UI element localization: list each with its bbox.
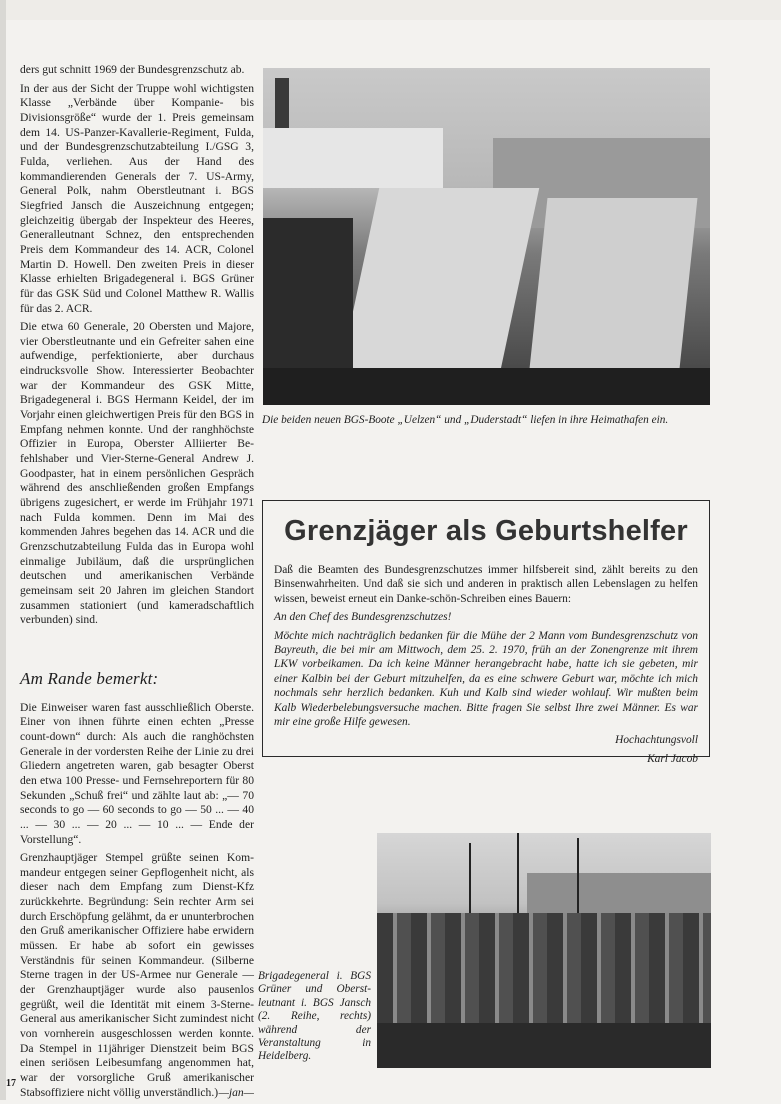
article-title: Grenzjäger als Geburtshelfer [284,515,688,547]
left-article-column [20,63,254,1104]
page-margin-top [0,0,781,20]
paragraph: In der aus der Sicht der Truppe wohl wichtigsten Klasse „Verbände über Kompanie- bis Divisionsgröße“ wurde der 1. Preis gemeinsam dem 14. US-Panzer-Kavallerie-Regiment, Fulda, und der Bundesgrenzschutzabteilung I./GSG 3, Fulda, verliehen. Aus der Hand des kommandierenden Generals der 7. US-Army, General Polk, nahm Oberstleutnant i. BGS Siegfried Jansch die Auszeichnung entgegen; gleichzeitig übergab der Inspekteur des Heeres, Generalleutnant Schnez, den entsprechenden Preis dem Kommandeur des 14. ACR, Colonel Martin D. Howell. Den zweiten Preis in dieser Klasse erhielten Brigadegeneral i. BGS Grüner für das GSK Süd und Colonel Matthew R. Wallis für das 2. ACR. [20,81,254,315]
boat-uelzen [337,188,540,388]
paragraph: Die etwa 60 Generale, 20 Obersten und Majore, vier Oberstleutnante und ein Gefreiter sahen eine aufwendige, perfektionierte, aber durchaus eindrucksvolle Show. Interessierter Beobachter war der Kommandeur des GSK Mitte, Brigadegeneral i. BGS Hermann Keidel, der im Vorjahr einen gleichwertigen Preis für den BGS in Empfang nehmen konnte. Und der ranghhöchste Offizier in Europa, Oberster Alliierter Befehlshaber und Vier-Sterne-General Andrew J. Goodpaster, hat in einem persönlichen Gespräch während des anschließenden großen Empfangs übrigens zugesichert, er werde im Frühjahr 1971 nach Fulda kommen. Denn im Mai des kommenden Jahres begehen das 14. ACR und die Grenzschutzabteilung Fulda das in Europa wohl einmalige Jubiläum, daß die ursprünglichen deutschen und amerikanischen Verbände gemeinsam seit 20 Jahren im gleichen Standort zusammen stationiert (und kameradschaftlich verbunden) sind. [20,320,254,627]
pier-foreground [263,368,710,405]
ground [377,1023,711,1068]
paragraph: Die Einweiser waren fast ausschließlich Oberste. Einer von ihnen führte einen echten „Presse count-down“ durch: Als auch die ranghöchsten Generale in der vordersten Reihe der Linie zu drei Gliedern angetreten waren, gab besagter Oberst den etwa 100 Presse- und Fernsehreportern für 80 Sekunden „Schuß frei“ und zählte laut ab: „— 70 seconds to go — 60 seconds to go — 50 ... — 40 ... — 30 ... — 20 ... — 10 ... — Ende der Vorstellung“. [20,700,254,846]
page-margin-left [0,0,6,1100]
flagpole [577,838,579,923]
flagpole [469,843,471,923]
paragraph: ders gut schnitt 1969 der Bundesgrenzschutz ab. [20,63,245,76]
photo-caption: Brigadegeneral i. BGS Grüner und Oberstleutnant i. BGS Jansch (2. Reihe, rechts) während der Veranstaltung in Heidelberg. [258,970,371,1063]
boxed-article [262,500,710,765]
flagpole [517,833,519,923]
letter-salutation: An den Chef des Bundesgrenzschutzes! [274,611,452,624]
intro-paragraph: Daß die Beamten des Bundesgrenzschutzes immer hilfsbereit sind, zählt bereits zu den Binsenwahrheiten. Und daß sie sich und anderen in praktisch allen Lebenslagen zu helfen wissen, beweist erneut ein Danke-schön-Schreiben eines Bauern: [274,564,698,605]
letter-closing: Hochachtungsvoll [615,734,698,747]
paragraph-text: Grenzhauptjäger Stempel grüßte seinen Kommandeur entgegen seiner Gepflogenheit nicht, als dieser nach dem Empfang zum Dienst-Kfz zurückkehrte. Begründung: Sein rechter Arm sei durch Erschöpfung gelähmt, da er ununterbrochen den Gruß amerikanischer Offiziere habe erwidern müssen. Er habe ab sofort ein gewisses Verständnis für seinen Kommandeur. (Silberne Sterne tragen in der US-Armee nur Generale — der Grenzhauptjäger wurde also pausenlos gegrüßt, weil die Identität mit einem 3-Sterne-General aus amerikanischer Sicht zumindest nicht von vornherein ausgeschlossen werden konnte. Da Stempel in 11jähriger Dienstzeit beim BGS einen seriösen Leibesumfang angenommen hat, war der vorsorgliche Gruß amerikanischer Stabsoffiziere nicht völlig unverständlich.) [20,851,254,1099]
building [263,128,443,188]
paragraph [20,851,254,1100]
boat-duderstadt [529,198,698,378]
letter-author: Karl Jacob [647,752,698,765]
photo-caption: Die beiden neuen BGS-Boote „Uelzen“ und „Duderstadt“ liefen in ihre Heimathafen ein. [262,414,669,426]
letter-body: Möchte mich nachträglich bedanken für die Mühe der 2 Mann vom Bundesgrenzschutz von Bayreuth, die bei mir am Mittwoch, dem 25. 2. 1970, früh an der Zonengrenze mit ihrem LKW vorbeikamen. Da ich keine Männer herangebracht habe, hatte ich sie gebeten, mir einer Kalbin bei der Geburt mitzuhelfen, da es eine schwere Geburt war, möchte ich mich nochmals sehr herzlich bedanken. Kuh und Kalb sind wieder wohlauf. Wir mußten beim Kalb Wiederbelebungsversuche machen. Bitte fragen Sie selbst Ihre zwei Männer. Es war mir eine große Hilfe gewesen. [274,629,698,729]
page-number: 17 [6,1078,16,1089]
section-heading: Am Rande bemerkt: [20,668,159,688]
author-signature: —jan— [218,1085,254,1099]
photo-officers-ceremony [377,833,711,1068]
photo-boats-harbor [263,68,710,405]
officers-group [377,913,711,1023]
